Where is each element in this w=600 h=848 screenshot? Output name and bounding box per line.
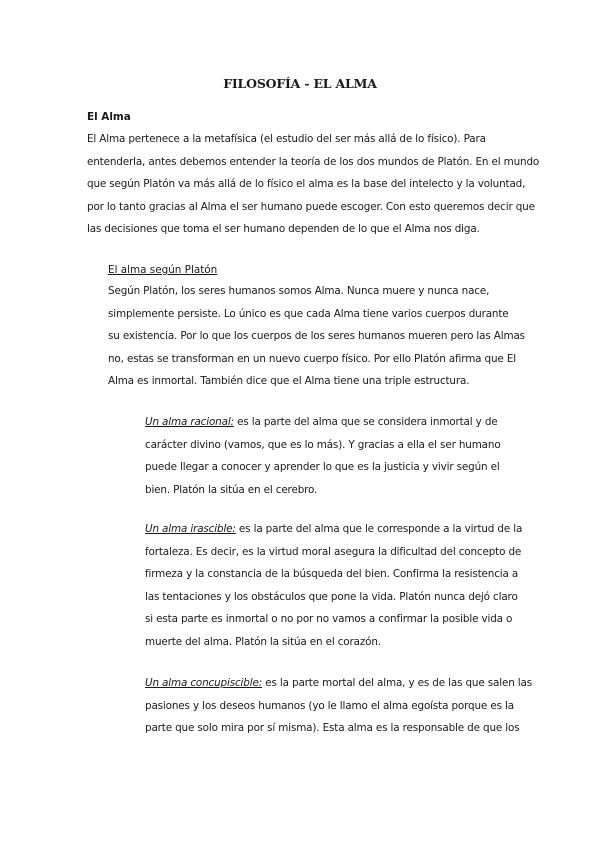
paragraph-line: pasiones y los deseos humanos (yo le llamo el alma egoísta porque es la xyxy=(145,699,514,712)
term-alma-irascible: Un alma irascible: xyxy=(145,523,236,535)
paragraph-line: simplemente persiste. Lo único es que cada Alma tiene varios cuerpos durante xyxy=(108,307,509,320)
section-heading-el-alma: El Alma xyxy=(87,111,131,123)
paragraph-line xyxy=(145,411,501,434)
term-alma-racional: Un alma racional: xyxy=(145,416,234,428)
section-heading-alma-segun-platon: El alma según Platón xyxy=(108,264,218,276)
paragraph-alma-concupiscible xyxy=(145,672,532,740)
paragraph-line: puede llegar a conocer y aprender lo que es la justicia y vivir según el xyxy=(145,461,500,474)
term-definition: es la parte del alma que se considera inmortal y de xyxy=(233,416,498,428)
paragraph-line: muerte del alma. Platón la sitúa en el corazón. xyxy=(145,635,381,648)
paragraph-line: su existencia. Por lo que los cuerpos de los seres humanos mueren pero las Almas xyxy=(108,330,525,343)
paragraph-line: no, estas se transforman en un nuevo cuerpo físico. Por ello Platón afirma que El xyxy=(108,352,516,365)
term-definition: es la parte del alma que le corresponde a la virtud de la xyxy=(235,523,523,535)
paragraph-line: si esta parte es inmortal o no por no vamos a confirmar la posible vida o xyxy=(145,613,513,626)
paragraph-line: que según Platón va más allá de lo físico el alma es la base del intelecto y la voluntad, xyxy=(87,178,526,191)
page-title: FILOSOFÍA - EL ALMA xyxy=(223,76,377,91)
paragraph-line: fortaleza. Es decir, es la virtud moral asegura la dificultad del concepto de xyxy=(145,545,522,558)
paragraph-line: por lo tanto gracias al Alma el ser humano puede escoger. Con esto queremos decir que xyxy=(87,200,535,213)
paragraph-line: carácter divino (vamos, que es lo más). Y gracias a ella el ser humano xyxy=(145,438,501,451)
paragraph-line xyxy=(145,518,522,541)
paragraph-line: las decisiones que toma el ser humano dependen de lo que el Alma nos diga. xyxy=(87,223,480,236)
paragraph-line: bien. Platón la sitúa en el cerebro. xyxy=(145,483,318,496)
paragraph-line: El Alma pertenece a la metafísica (el estudio del ser más allá de lo físico). Para xyxy=(87,133,486,145)
paragraph-line: Alma es inmortal. También dice que el Alma tiene una triple estructura. xyxy=(108,375,470,388)
paragraph-line: parte que solo mira por sí misma). Esta alma es la responsable de que los xyxy=(145,722,520,735)
paragraph-line: entenderla, antes debemos entender la teoría de los dos mundos de Platón. En el mundo xyxy=(87,155,540,168)
term-alma-concupiscible: Un alma concupiscible: xyxy=(145,677,263,689)
paragraph-line: Según Platón, los seres humanos somos Alma. Nunca muere y nunca nace, xyxy=(108,285,490,297)
paragraph-el-alma xyxy=(87,128,539,241)
paragraph-alma-irascible xyxy=(145,518,522,654)
paragraph-alma-segun-platon xyxy=(108,280,525,393)
paragraph-line: firmeza y la constancia de la búsqueda del bien. Confirma la resistencia a xyxy=(145,568,519,581)
paragraph-line: las tentaciones y los obstáculos que pone la vida. Platón nunca dejó claro xyxy=(145,590,518,603)
paragraph-alma-racional xyxy=(145,411,501,501)
paragraph-line xyxy=(145,672,532,695)
term-definition: es la parte mortal del alma, y es de las que salen las xyxy=(262,677,533,689)
